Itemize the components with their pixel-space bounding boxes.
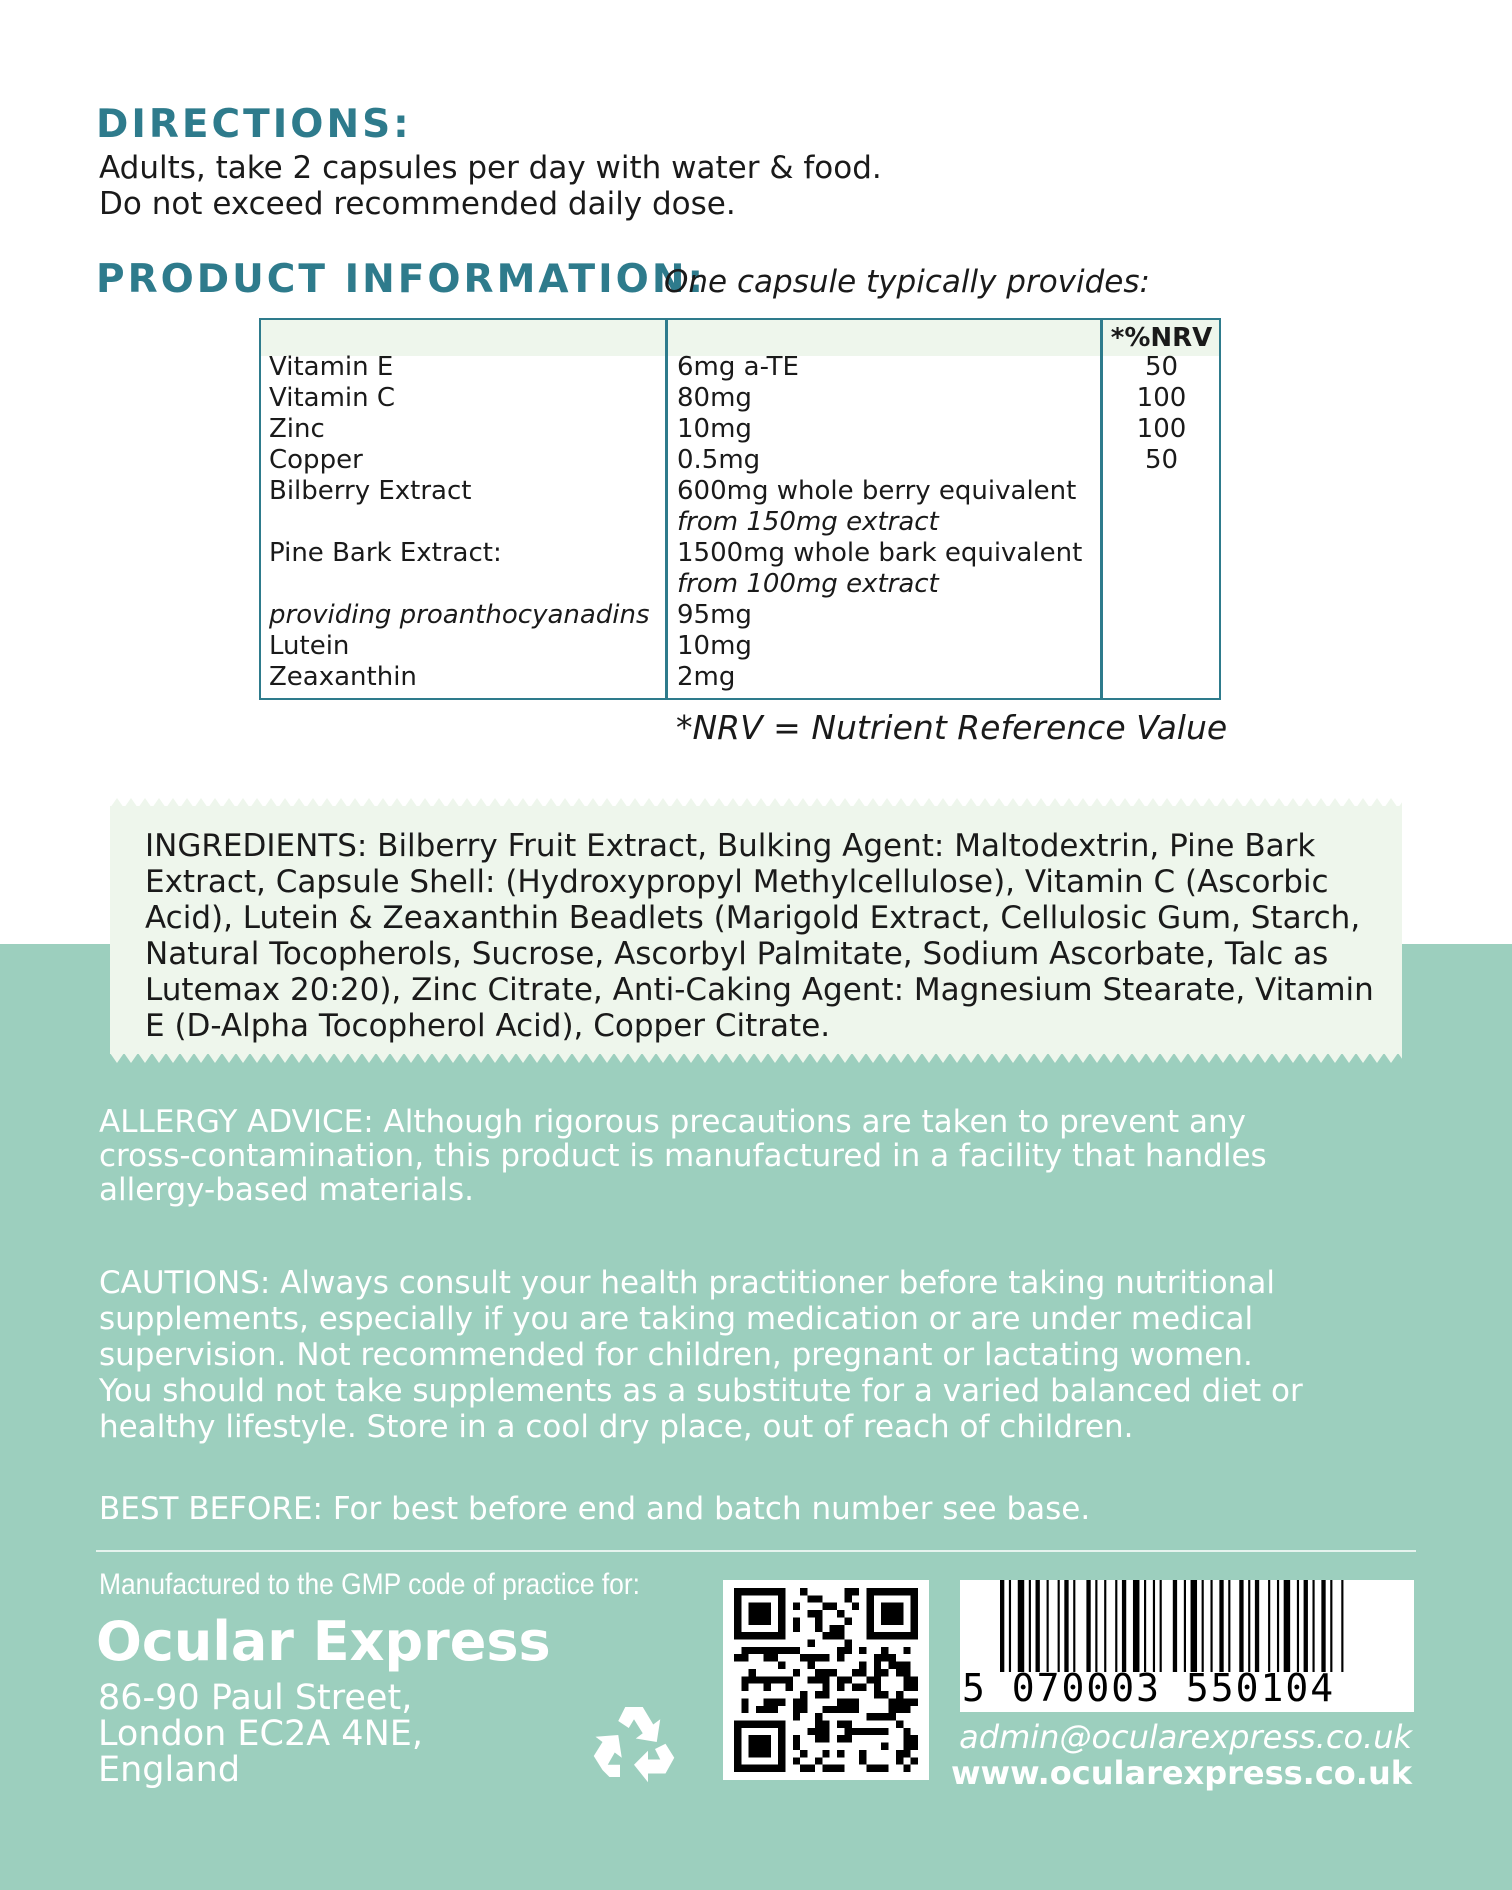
nutrient-amount: 10mg — [677, 631, 752, 661]
nutrition-rows — [261, 352, 1219, 693]
ingredients-line: INGREDIENTS: Bilberry Fruit Extract, Bulking Agent: Maltodextrin, Pine Bark — [145, 828, 1316, 864]
table-row — [261, 600, 1219, 631]
address-line: London EC2A 4NE, — [98, 1714, 423, 1754]
table-row — [261, 383, 1219, 414]
nutrient-name: Zeaxanthin — [269, 662, 417, 692]
barcode-digits: 5 070003 550104 — [962, 1666, 1336, 1710]
allergy-line: ALLERGY ADVICE: Although rigorous precautions are taken to prevent any — [99, 1104, 1246, 1140]
barcode — [960, 1580, 1414, 1712]
caution-line: You should not take supplements as a substitute for a varied balanced diet or — [99, 1373, 1303, 1409]
qr-code — [723, 1580, 929, 1780]
nutrient-amount-cell — [677, 600, 752, 631]
table-header-band — [261, 320, 1219, 356]
recycle-icon — [590, 1700, 678, 1784]
directions-heading: DIRECTIONS: — [96, 102, 412, 147]
ingredients-line: E (D-Alpha Tocopherol Acid), Copper Citrate. — [145, 1008, 831, 1044]
nutrient-name: providing proanthocyanadins — [269, 600, 650, 630]
nutrient-amount-cell — [677, 476, 1076, 538]
address — [98, 1680, 423, 1788]
nutrient-name: Bilberry Extract — [269, 476, 472, 506]
ingredients-line: Acid), Lutein & Zeaxanthin Beadlets (Marigold Extract, Cellulosic Gum, Starch, — [145, 900, 1361, 936]
nutrient-amount-cell — [677, 662, 735, 693]
allergy-line: allergy-based materials. — [99, 1172, 474, 1208]
nutrient-name: Copper — [269, 445, 363, 475]
zigzag-bottom-edge — [110, 1053, 1402, 1067]
nutrient-amount-cell — [677, 631, 752, 662]
table-row — [261, 445, 1219, 476]
nutrient-amount: 80mg — [677, 383, 752, 413]
caution-line: supervision. Not recommended for children, pregnant or lactating women. — [99, 1337, 1253, 1373]
email-link[interactable]: admin@ocularexpress.co.uk — [959, 1718, 1412, 1756]
divider-line — [96, 1550, 1416, 1552]
table-row — [261, 352, 1219, 383]
caution-line: CAUTIONS: Always consult your health practitioner before taking nutritional — [99, 1265, 1275, 1301]
brand-name: Ocular Express — [96, 1610, 551, 1673]
barcode-bars — [1000, 1580, 1410, 1672]
nutrient-amount: 0.5mg — [677, 445, 761, 475]
nutrient-amount-cell — [677, 445, 760, 476]
nutrient-name: Lutein — [269, 631, 350, 661]
address-line: 86-90 Paul Street, — [98, 1678, 413, 1718]
nutrient-amount: 2mg — [677, 662, 736, 692]
nutrient-amount-note: from 150mg extract — [677, 507, 939, 537]
caution-line: healthy lifestyle. Store in a cool dry place, out of reach of children. — [99, 1409, 1134, 1445]
best-before: BEST BEFORE: For best before end and batch number see base. — [99, 1491, 1091, 1527]
cautions — [99, 1265, 1303, 1445]
directions-line-1: Adults, take 2 capsules per day with water & food. — [99, 150, 882, 186]
product-info-heading: PRODUCT INFORMATION: — [96, 257, 707, 302]
product-info-subheading: One capsule typically provides: — [664, 264, 1150, 300]
ingredients-box — [110, 806, 1402, 1054]
nutrient-amount-cell — [677, 352, 799, 383]
directions-text — [99, 150, 882, 222]
nutrient-amount-cell — [677, 414, 752, 445]
nutrient-name: Pine Bark Extract: — [269, 538, 502, 568]
table-row — [261, 538, 1219, 600]
nrv-column-header: *%NRV — [1110, 323, 1213, 353]
nutrient-name: Vitamin C — [269, 383, 396, 413]
nrv-footnote: *NRV = Nutrient Reference Value — [676, 708, 1228, 747]
caution-line: supplements, especially if you are taking medication or are under medical — [99, 1301, 1254, 1337]
table-row — [261, 476, 1219, 538]
nutrient-name: Vitamin E — [269, 352, 394, 382]
nutrient-name: Zinc — [269, 414, 325, 444]
allergy-line: cross-contamination, this product is manufactured in a facility that handles — [99, 1138, 1267, 1174]
nutrient-nrv: 100 — [1136, 414, 1187, 444]
directions-line-2: Do not exceed recommended daily dose. — [99, 186, 736, 222]
gmp-statement: Manufactured to the GMP code of practice for: — [99, 1568, 640, 1601]
nutrient-amount-cell — [677, 538, 1082, 600]
nutrient-nrv: 100 — [1136, 383, 1187, 413]
allergy-advice — [99, 1105, 1267, 1207]
table-row — [261, 631, 1219, 662]
nutrient-amount: 6mg a-TE — [677, 352, 799, 382]
ingredients-line: Natural Tocopherols, Sucrose, Ascorbyl Palmitate, Sodium Ascorbate, Talc as — [145, 936, 1329, 972]
ingredients-line: Lutemax 20:20), Zinc Citrate, Anti-Caking Agent: Magnesium Stearate, Vitamin — [145, 972, 1374, 1008]
table-row — [261, 662, 1219, 693]
qr-code-pattern — [733, 1588, 919, 1772]
nutrient-nrv: 50 — [1144, 445, 1179, 475]
nutrient-amount: 95mg — [677, 600, 752, 630]
nutrient-amount-cell — [677, 383, 752, 414]
nutrient-amount: 600mg whole berry equivalent — [677, 476, 1077, 506]
table-row — [261, 414, 1219, 445]
nutrient-amount: 1500mg whole bark equivalent — [677, 538, 1083, 568]
nutrient-amount: 10mg — [677, 414, 752, 444]
nutrition-table — [259, 318, 1221, 700]
ingredients-text — [145, 828, 1385, 1044]
nutrient-amount-note: from 100mg extract — [677, 569, 939, 599]
address-line: England — [98, 1750, 241, 1790]
nutrient-nrv: 50 — [1144, 352, 1179, 382]
ingredients-line: Extract, Capsule Shell: (Hydroxypropyl Methylcellulose), Vitamin C (Ascorbic — [145, 864, 1329, 900]
website-link[interactable]: www.ocularexpress.co.uk — [950, 1754, 1412, 1792]
